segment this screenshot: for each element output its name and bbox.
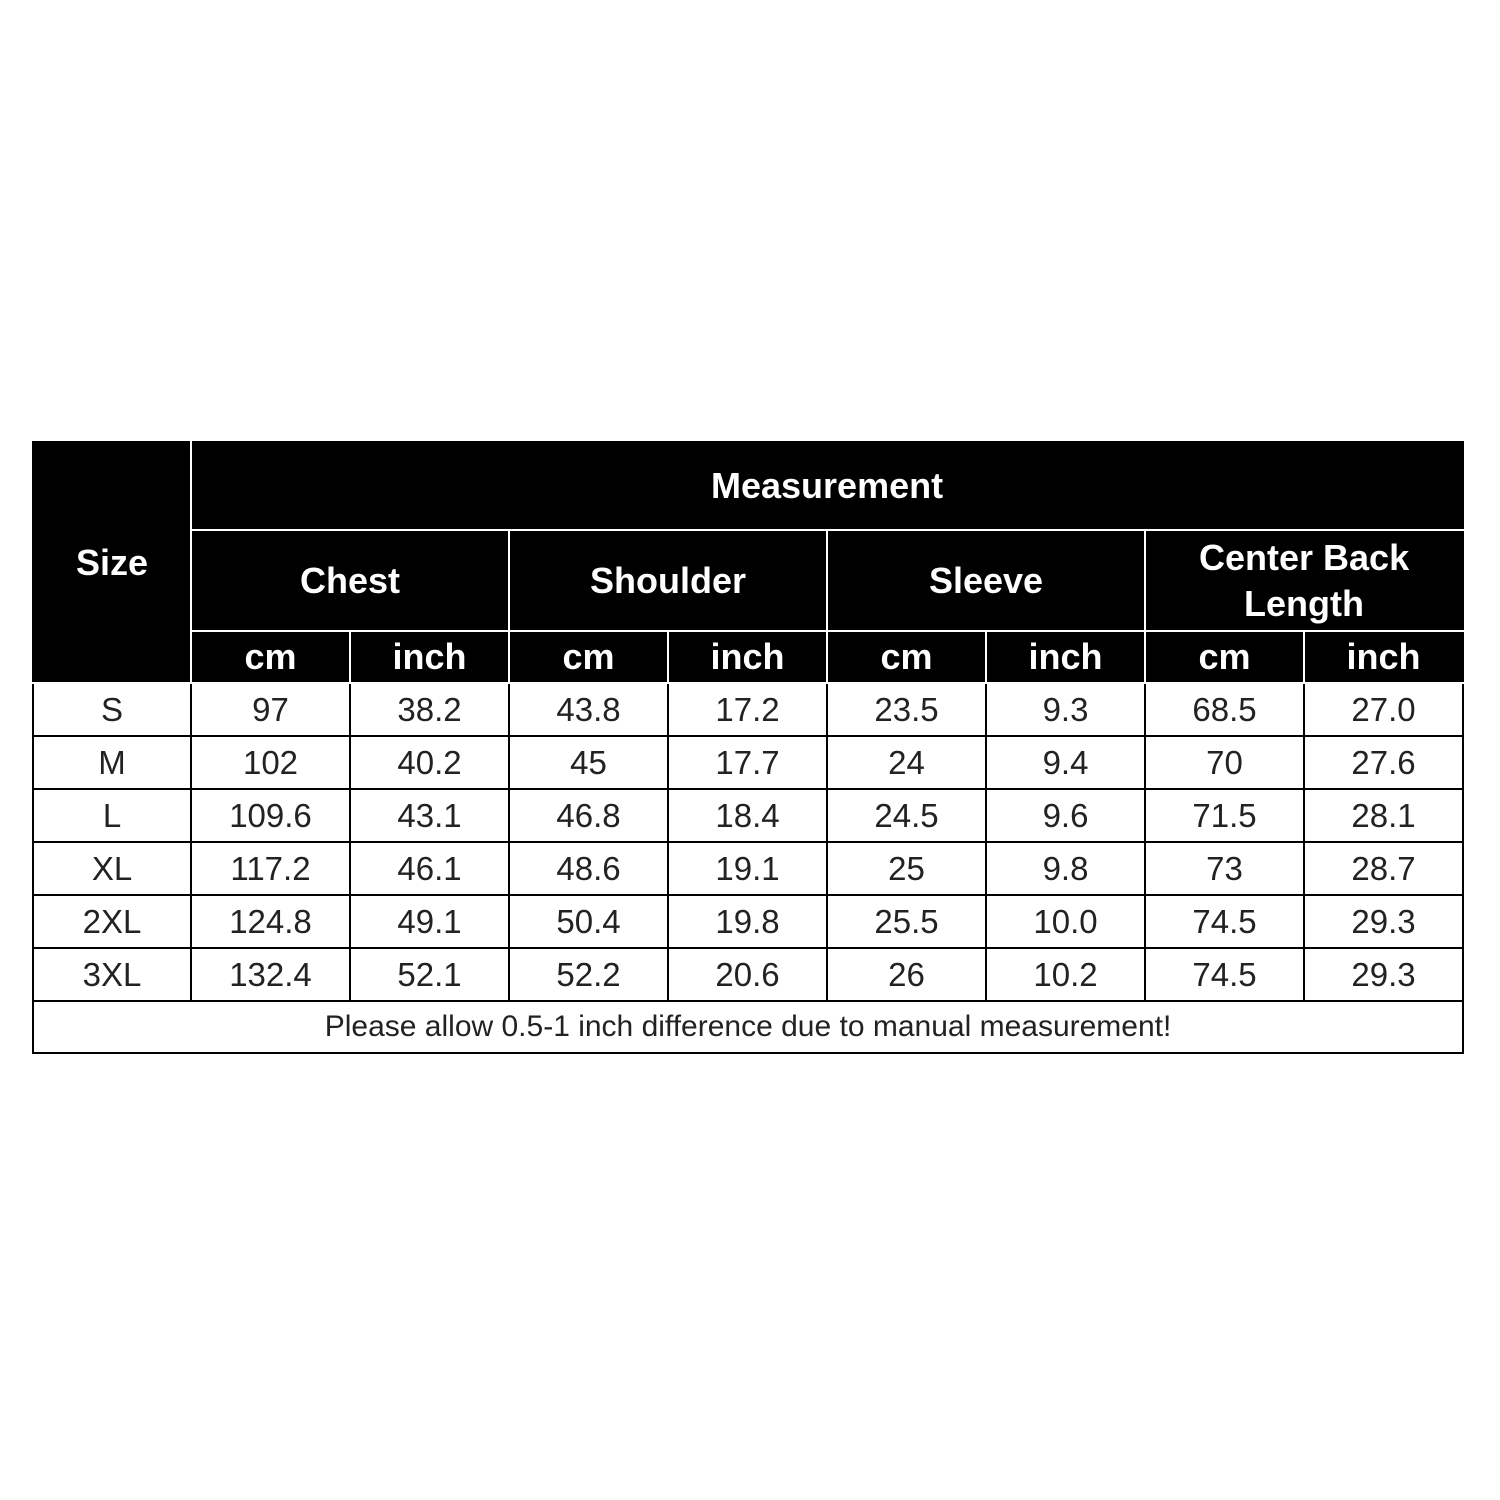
measurement-header: Measurement (191, 442, 1463, 530)
table-cell: 28.7 (1304, 842, 1463, 895)
table-cell: 9.3 (986, 683, 1145, 736)
unit-header: inch (986, 631, 1145, 683)
unit-header: inch (1304, 631, 1463, 683)
table-cell: 124.8 (191, 895, 350, 948)
table-cell: 52.2 (509, 948, 668, 1001)
size-cell: M (33, 736, 191, 789)
center-back-length-header: Center Back Length (1145, 530, 1463, 631)
size-chart-table (32, 441, 1464, 1054)
table-cell: 109.6 (191, 789, 350, 842)
table-cell: 29.3 (1304, 895, 1463, 948)
table-cell: 27.0 (1304, 683, 1463, 736)
table-cell: 40.2 (350, 736, 509, 789)
table-cell: 24 (827, 736, 986, 789)
size-cell: XL (33, 842, 191, 895)
table-row (33, 895, 1463, 948)
table-row (33, 683, 1463, 736)
measurement-note: Please allow 0.5-1 inch difference due to manual measurement! (33, 1001, 1463, 1053)
table-cell: 50.4 (509, 895, 668, 948)
shoulder-header: Shoulder (509, 530, 827, 631)
unit-header: cm (191, 631, 350, 683)
table-cell: 27.6 (1304, 736, 1463, 789)
table-cell: 46.8 (509, 789, 668, 842)
unit-header: inch (350, 631, 509, 683)
unit-header: cm (827, 631, 986, 683)
chest-header: Chest (191, 530, 509, 631)
table-cell: 20.6 (668, 948, 827, 1001)
table-cell: 26 (827, 948, 986, 1001)
table-cell: 9.4 (986, 736, 1145, 789)
table-row (33, 736, 1463, 789)
table-cell: 73 (1145, 842, 1304, 895)
table-cell: 52.1 (350, 948, 509, 1001)
table-cell: 74.5 (1145, 948, 1304, 1001)
table-cell: 43.1 (350, 789, 509, 842)
table-row (33, 789, 1463, 842)
table-row (33, 842, 1463, 895)
table-cell: 74.5 (1145, 895, 1304, 948)
table-cell: 24.5 (827, 789, 986, 842)
table-cell: 48.6 (509, 842, 668, 895)
table-cell: 43.8 (509, 683, 668, 736)
table-cell: 10.2 (986, 948, 1145, 1001)
table-cell: 45 (509, 736, 668, 789)
table-cell: 70 (1145, 736, 1304, 789)
table-cell: 102 (191, 736, 350, 789)
table-cell: 28.1 (1304, 789, 1463, 842)
table-row (33, 948, 1463, 1001)
table-cell: 46.1 (350, 842, 509, 895)
size-cell: 3XL (33, 948, 191, 1001)
table-cell: 97 (191, 683, 350, 736)
table-cell: 132.4 (191, 948, 350, 1001)
table-cell: 23.5 (827, 683, 986, 736)
unit-header: cm (1145, 631, 1304, 683)
unit-header: inch (668, 631, 827, 683)
table-cell: 17.2 (668, 683, 827, 736)
table-cell: 117.2 (191, 842, 350, 895)
sleeve-header: Sleeve (827, 530, 1145, 631)
table-cell: 19.1 (668, 842, 827, 895)
table-cell: 71.5 (1145, 789, 1304, 842)
table-cell: 29.3 (1304, 948, 1463, 1001)
table-cell: 18.4 (668, 789, 827, 842)
note-row (33, 1001, 1463, 1053)
table-cell: 25.5 (827, 895, 986, 948)
table-cell: 19.8 (668, 895, 827, 948)
table-cell: 49.1 (350, 895, 509, 948)
table-cell: 38.2 (350, 683, 509, 736)
size-cell: S (33, 683, 191, 736)
table-cell: 9.8 (986, 842, 1145, 895)
table-cell: 17.7 (668, 736, 827, 789)
table-cell: 9.6 (986, 789, 1145, 842)
unit-header: cm (509, 631, 668, 683)
table-cell: 25 (827, 842, 986, 895)
size-cell: 2XL (33, 895, 191, 948)
size-cell: L (33, 789, 191, 842)
table-cell: 68.5 (1145, 683, 1304, 736)
table-cell: 10.0 (986, 895, 1145, 948)
size-column-header: Size (33, 442, 191, 683)
